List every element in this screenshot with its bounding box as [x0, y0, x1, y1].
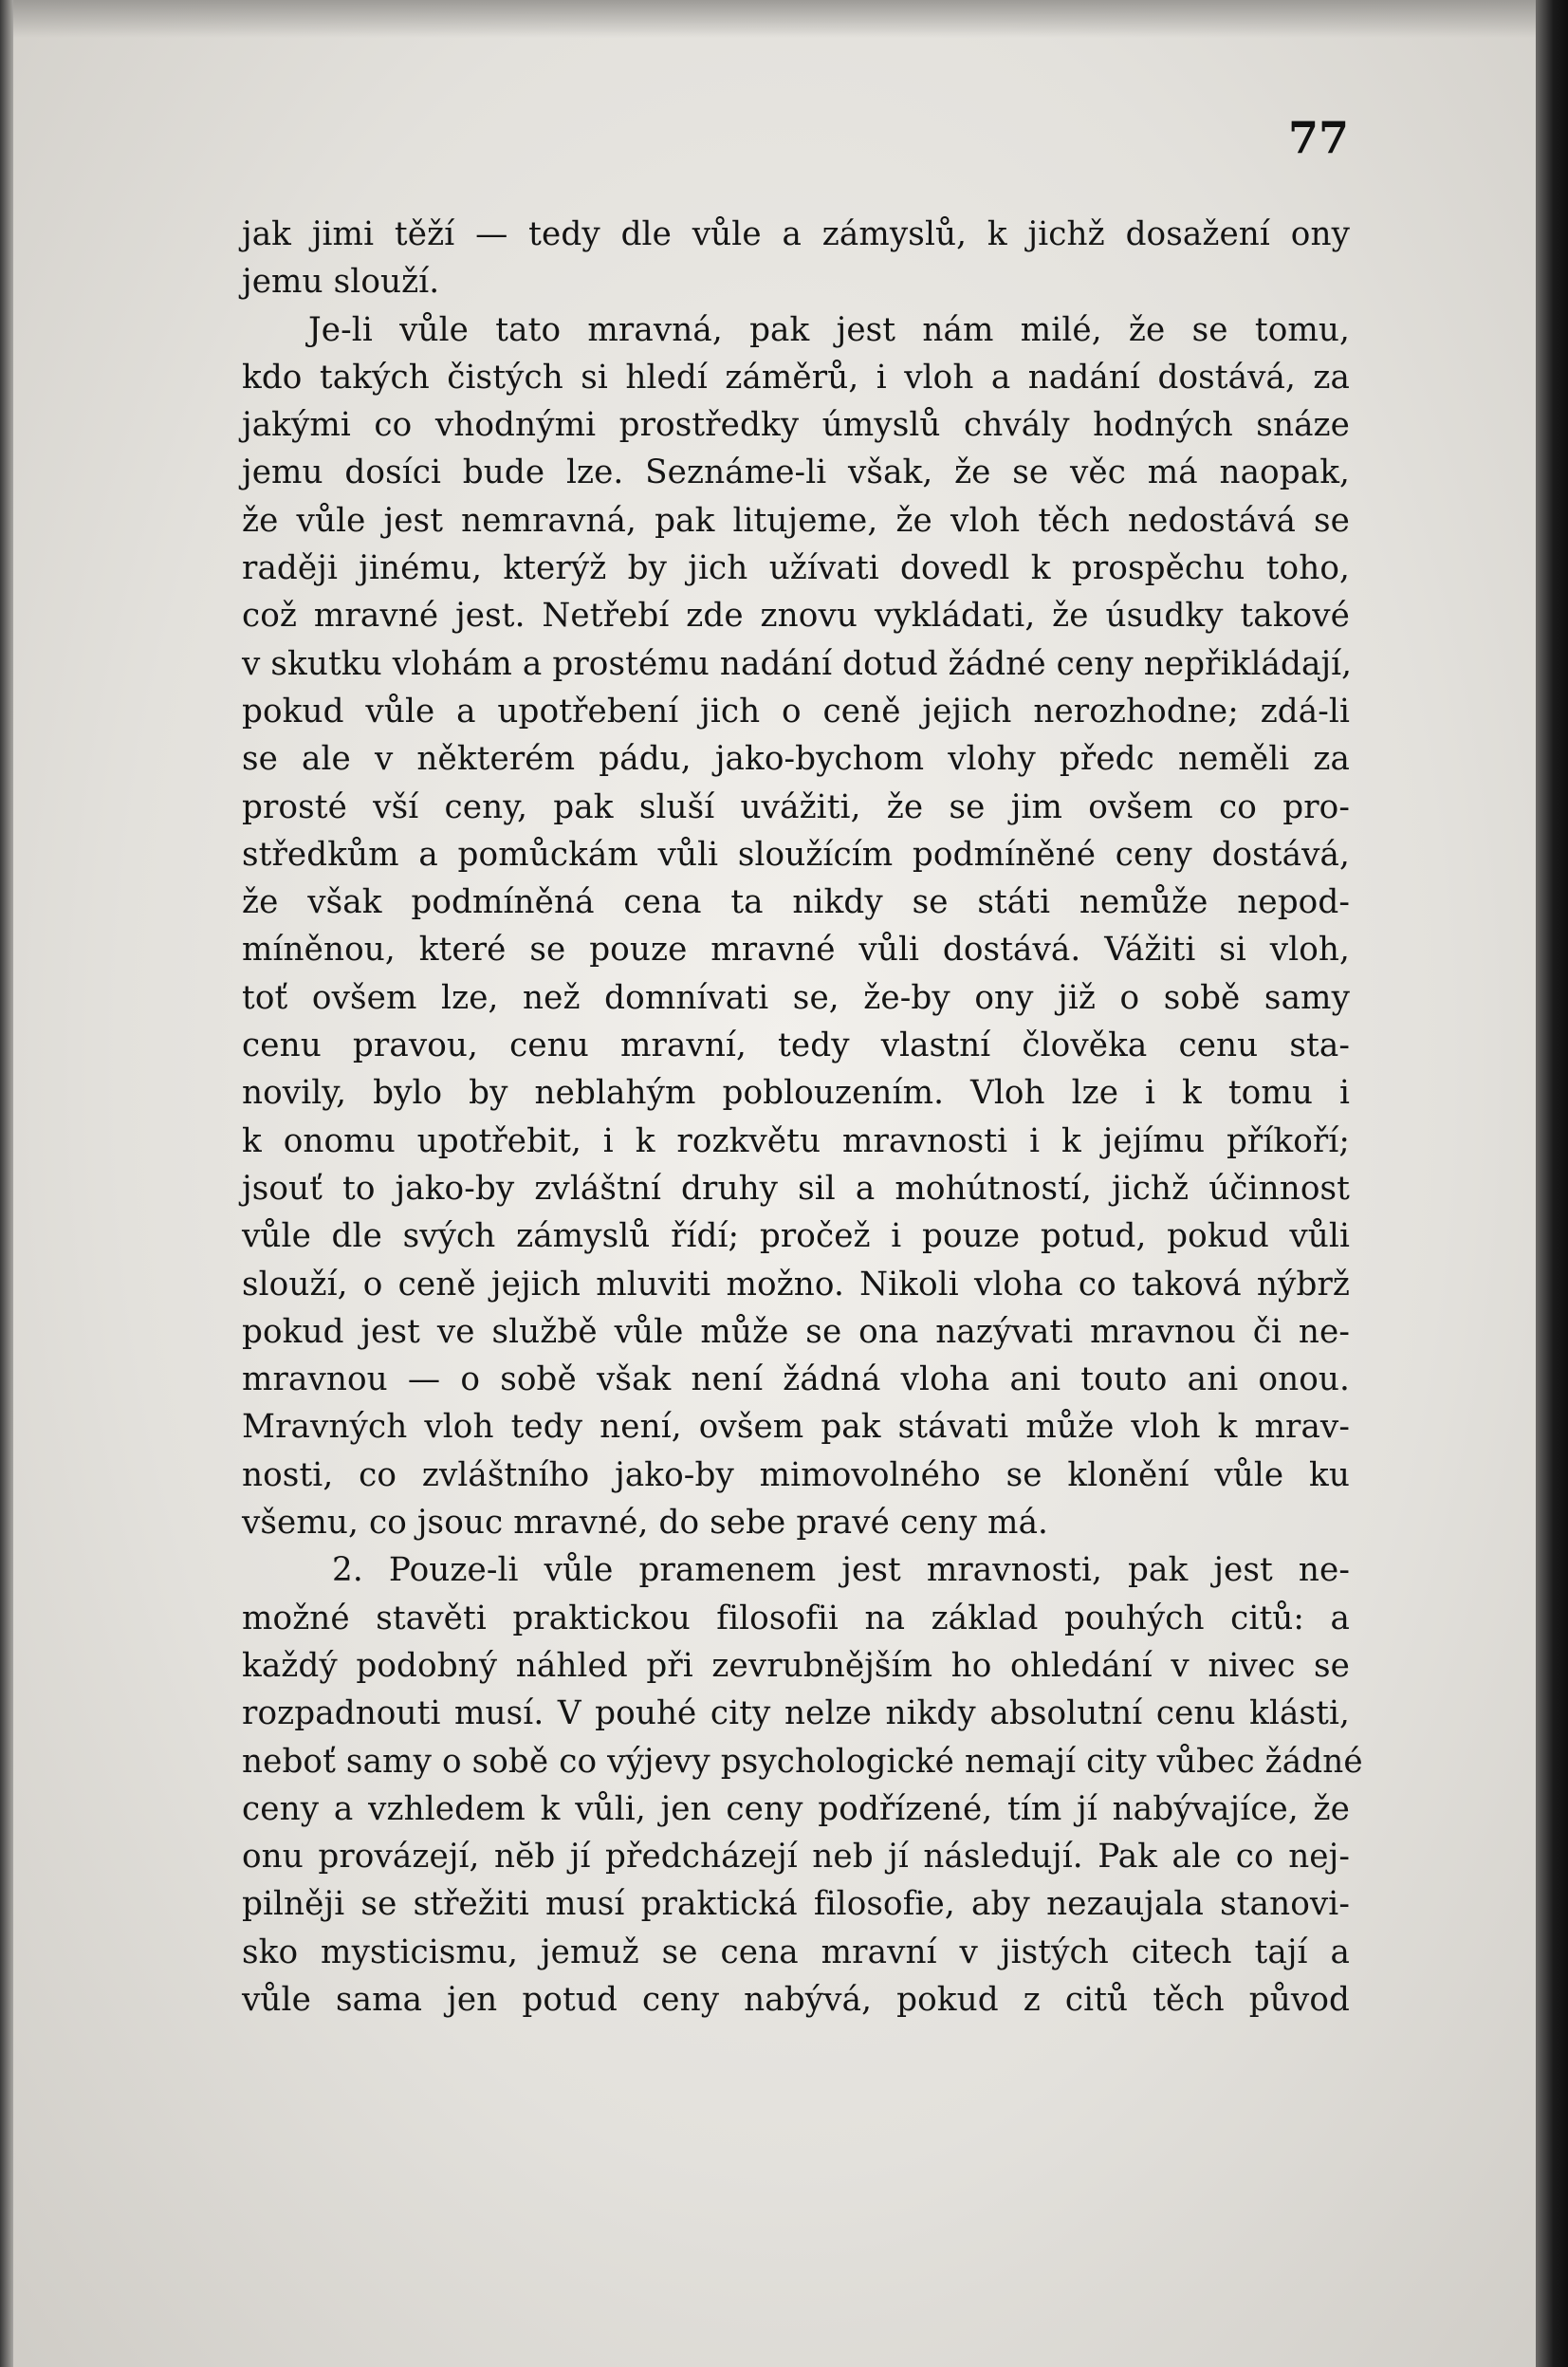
text-line: cenu pravou, cenu mravní, tedy vlastní člověka cenu sta- [242, 1026, 1350, 1065]
text-line: jakými co vhodnými prostředky úmyslů chvály hodných snáze [242, 406, 1350, 445]
text-line: míněnou, které se pouze mravné vůli dostává. Vážiti si vloh, [242, 931, 1350, 970]
page-left-edge [0, 0, 13, 2367]
text-line: pilněji se střežiti musí praktická filosofie, aby nezaujala stanovi- [242, 1885, 1350, 1924]
text-line: pokud vůle a upotřebení jich o ceně jejich nerozhodne; zdá-li [242, 692, 1350, 730]
body-text [242, 211, 1363, 2024]
text-line: kdo takých čistých si hledí záměrů, i vloh a nadání dostává, za [242, 358, 1350, 397]
text-line: vůle dle svých zámyslů řídí; pročež i pouze potud, pokud vůli [242, 1217, 1350, 1256]
text-line: raději jinému, kterýž by jich užívati dovedl k prospěchu toho, [242, 549, 1350, 588]
text-line: se ale v některém pádu, jako-bychom vlohy předc neměli za [242, 740, 1350, 779]
page-number: 77 [1288, 112, 1350, 163]
text-line: pokud jest ve službě vůle může se ona nazývati mravnou či ne- [242, 1312, 1350, 1351]
text-line: 2. Pouze-li vůle pramenem jest mravnosti, pak jest ne- [332, 1551, 1350, 1590]
text-line: k onomu upotřebit, i k rozkvětu mravnosti i k jejímu příkoří; [242, 1121, 1350, 1160]
text-line: rozpadnouti musí. V pouhé city nelze nikdy absolutní cenu klásti, [242, 1694, 1350, 1733]
text-line: Mravných vloh tedy není, ovšem pak stávati může vloh k mrav- [242, 1408, 1350, 1447]
text-line: v skutku vlohám a prostému nadání dotud žádné ceny nepřikládají, [242, 644, 1353, 683]
text-line: toť ovšem lze, než domnívati se, že-by ony již o sobě samy [242, 978, 1350, 1017]
text-line: středkům a pomůckám vůli sloužícím podmíněné ceny dostává, [242, 835, 1350, 874]
text-line: prosté vší ceny, pak sluší uvážiti, že se jim ovšem co pro- [242, 787, 1350, 826]
text-line: nosti, co zvláštního jako-by mimovolného se klonění vůle ku [242, 1455, 1350, 1494]
text-line: mravnou — o sobě však není žádná vloha ani touto ani onou. [242, 1360, 1350, 1399]
text-line: jemu dosíci bude lze. Seznáme-li však, že se věc má naopak, [242, 453, 1350, 492]
text-line: neboť samy o sobě co výjevy psychologické nemají city vůbec žádné [242, 1742, 1363, 1781]
text-line: možné stavěti praktickou filosofii na základ pouhých citů: a [242, 1599, 1350, 1637]
text-line: jemu slouží. [242, 263, 440, 302]
page-top-shadow [0, 0, 1568, 38]
text-line: Je-li vůle tato mravná, pak jest nám milé, že se tomu, [308, 310, 1350, 349]
text-line: což mravné jest. Netřebí zde znovu vykládati, že úsudky takové [242, 597, 1350, 636]
text-line: slouží, o ceně jejich mluviti možno. Nikoli vloha co taková nýbrž [242, 1265, 1350, 1304]
text-line: jak jimi těží — tedy dle vůle a zámyslů, k jichž dosažení ony [242, 215, 1350, 253]
text-line: každý podobný náhled při zevrubnějším ho ohledání v nivec se [242, 1646, 1350, 1685]
page-right-edge [1536, 0, 1568, 2367]
text-line: všemu, co jsouc mravné, do sebe pravé ceny má. [242, 1504, 1049, 1543]
text-line: onu provázejí, nĕb jí předcházejí neb jí následují. Pak ale co nej- [242, 1838, 1350, 1877]
text-line: že vůle jest nemravná, pak litujeme, že vloh těch nedostává se [242, 501, 1350, 540]
text-line: ceny a vzhledem k vůli, jen ceny podřízené, tím jí nabývajíce, že [242, 1789, 1350, 1828]
text-line: sko mysticismu, jemuž se cena mravní v jistých citech tají a [242, 1932, 1350, 1971]
text-line: jsouť to jako-by zvláštní druhy sil a mohútností, jichž účinnost [242, 1169, 1350, 1208]
text-line: vůle sama jen potud ceny nabývá, pokud z citů těch původ [242, 1980, 1350, 2019]
text-line: že však podmíněná cena ta nikdy se státi nemůže nepod- [242, 883, 1350, 922]
text-line: novily, bylo by neblahým poblouzením. Vloh lze i k tomu i [242, 1074, 1350, 1113]
